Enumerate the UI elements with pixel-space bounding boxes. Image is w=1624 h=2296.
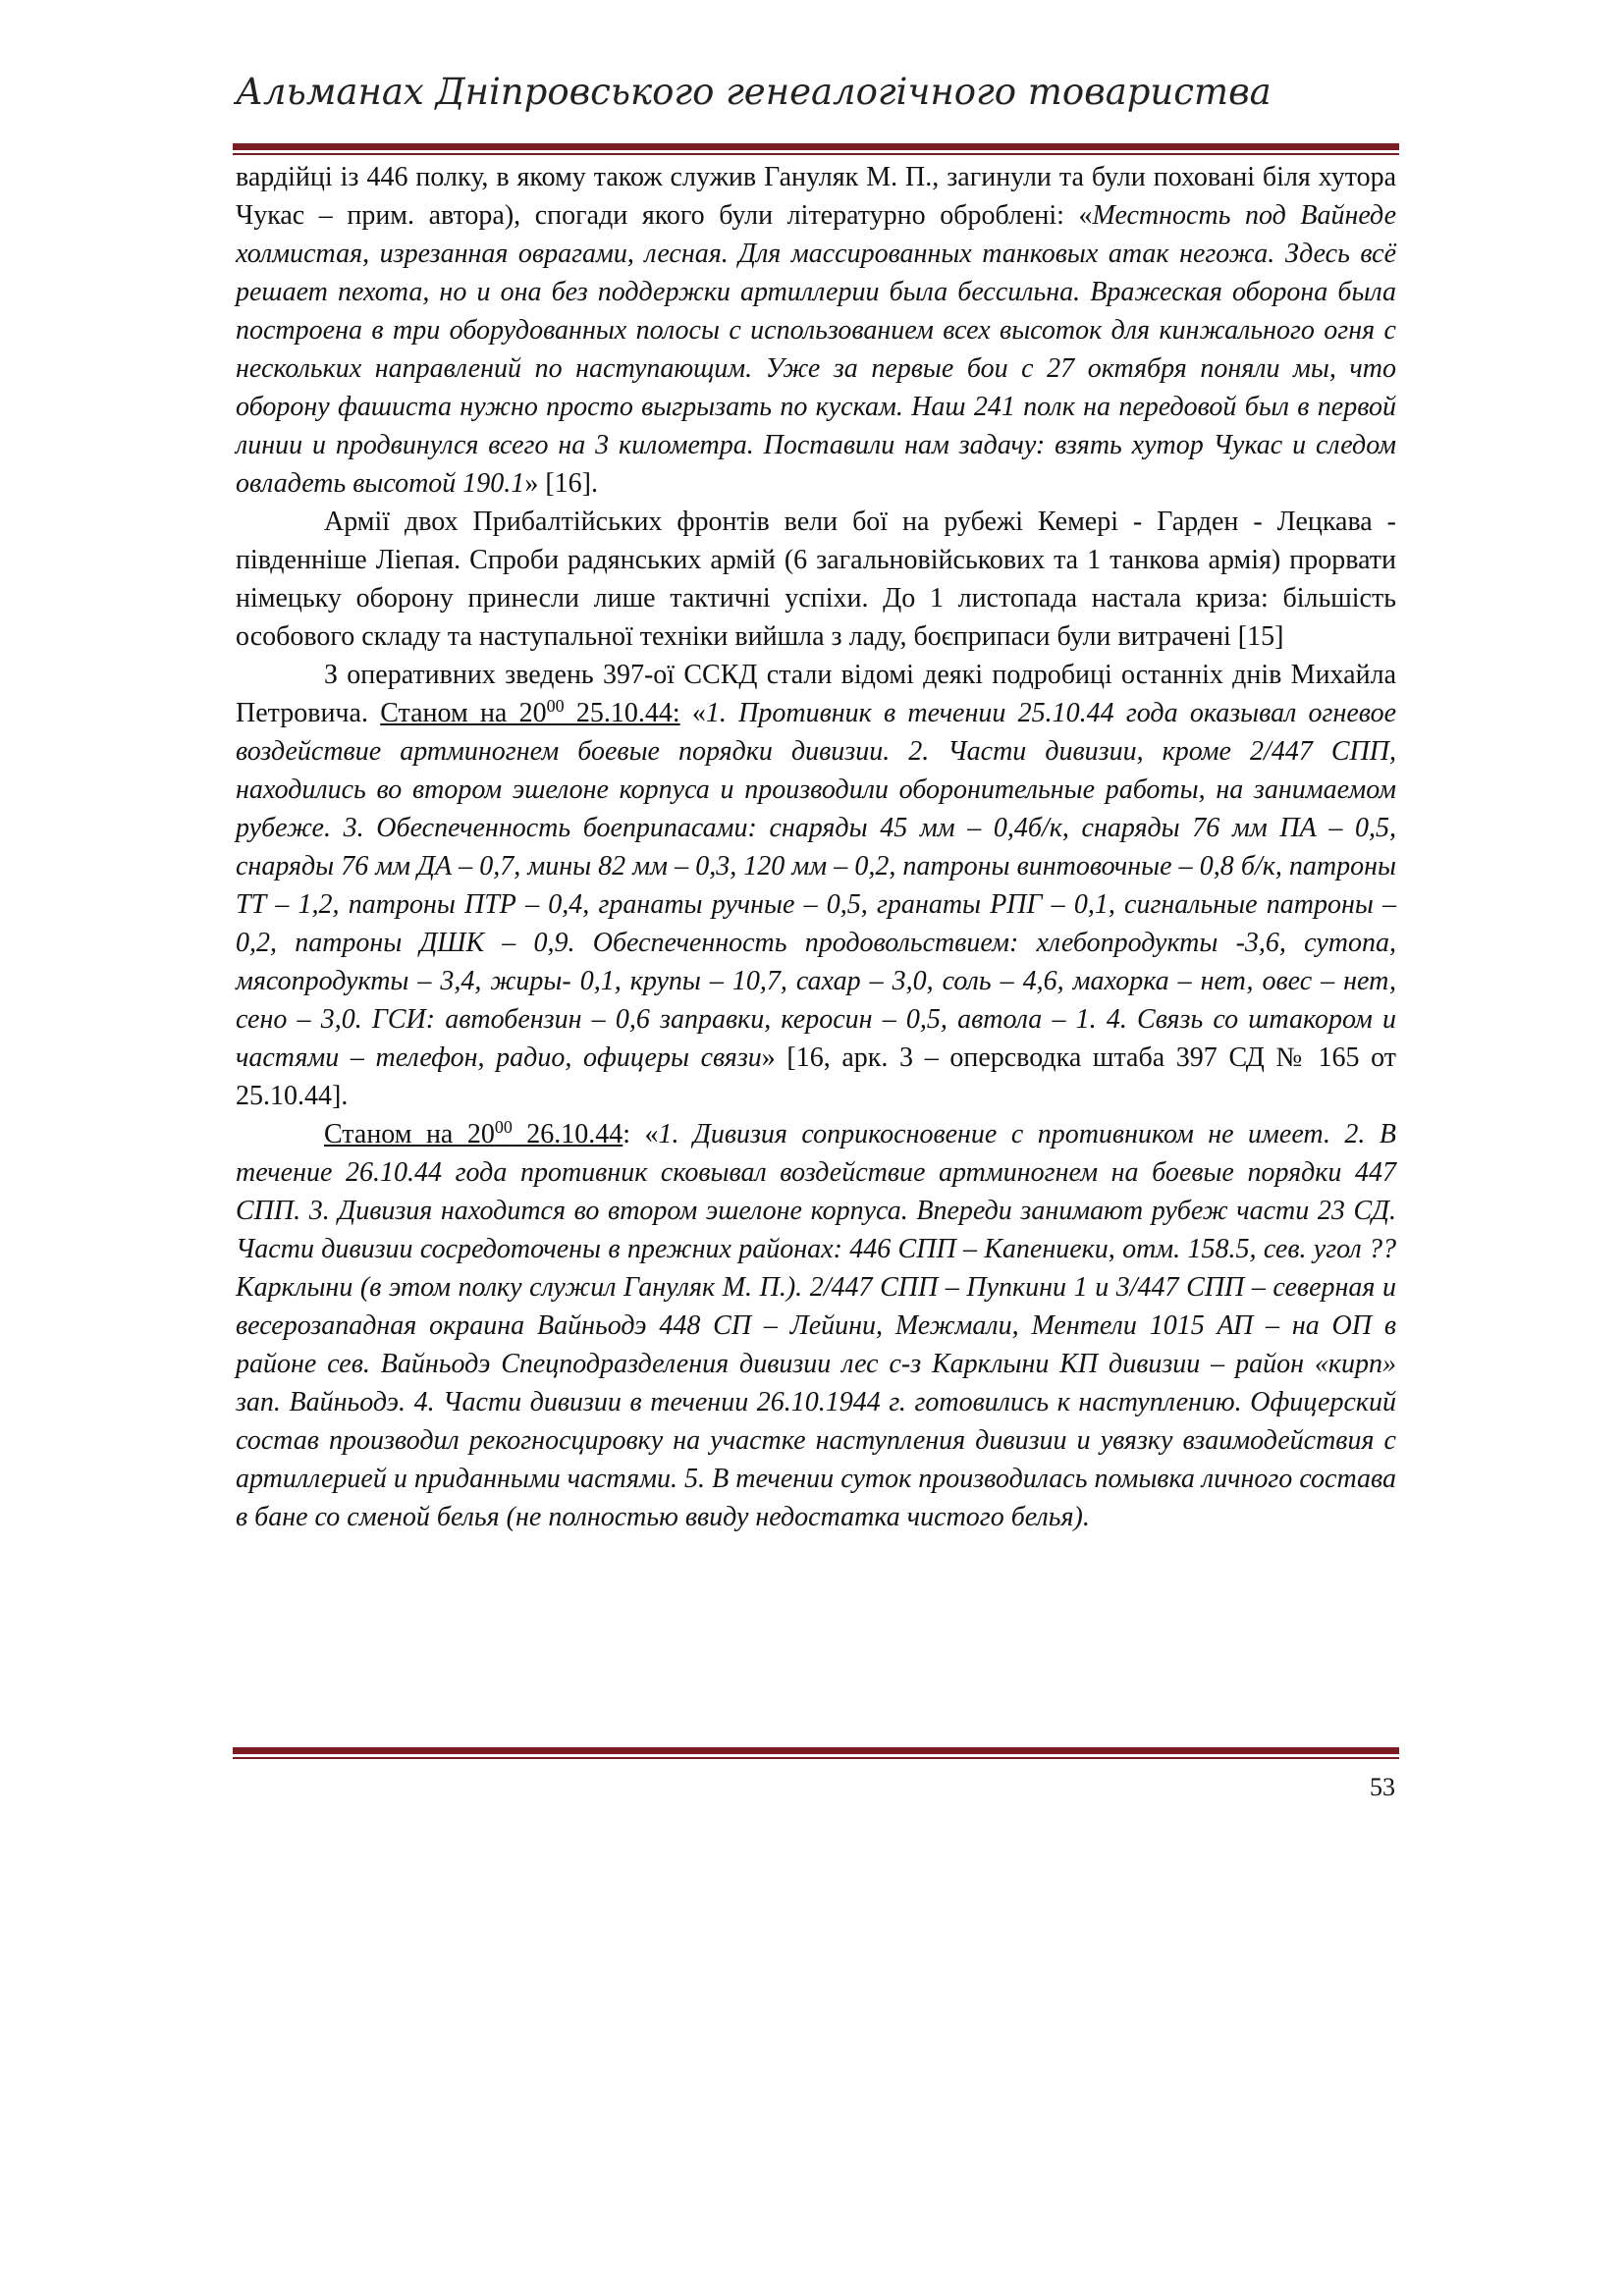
paragraph-4 xyxy=(236,1115,1396,1536)
report-date-label-2-sup: 00 xyxy=(494,1117,513,1137)
report-date-label-2-date: 26.10.44 xyxy=(512,1119,623,1149)
paragraph-1-text: вардійці із 446 полку, в якому також служив Гануляк М. П., загинули та були поховані біля хутора Чукас – прим. автора), спогади якого були літературно оброблені: « xyxy=(236,162,1396,231)
paragraph-2 xyxy=(236,503,1396,656)
paragraph-3 xyxy=(236,656,1396,1115)
paragraph-4-quote: 1. Дивизия соприкосновение с противником не имеет. 2. В течение 26.10.44 года противник сковывал воздействие артминогнем на боевые порядки 447 СПП. 3. Дивизия находится во втором эшелоне корпуса. Впереди занимают рубеж части 23 СД. Части дивизии сосредоточены в прежних районах: 446 СПП – Капениеки, отм. 158.5, сев. угол ?? Карклыни (в этом полку служил Гануляк М. П.). 2/447 СПП – Пупкини 1 и 3/447 СПП – северная и весерозападная окраина Вайньодэ 448 СП – Лейини, Межмали, Ментели 1015 АП – на ОП в районе сев. Вайньодэ Спецподразделения дивизии лес с-з Карклыни КП дивизии – район «кирп» зап. Вайньодэ. 4. Части дивизии в течении 26.10.1944 г. готовились к наступлению. Офицерский состав производил рекогносцировку на участке наступления дивизии и увязку взаимодействия с артиллерией и приданными частями. 5. В течении суток производилась помывка личного состава в бане со сменой белья (не полностью ввиду недостатка чистого белья). xyxy=(236,1119,1397,1532)
report-date-label-2-text: Станом на 20 xyxy=(324,1119,495,1149)
footer-divider xyxy=(233,1747,1399,1759)
footer-divider-thick xyxy=(233,1747,1399,1754)
paragraph-3-citation: » [16, арк. 3 – оперсводка штаба 397 СД № 165 от 25.10.44]. xyxy=(236,1042,1396,1111)
header-divider-thin xyxy=(233,153,1399,155)
running-header-title: Альманах Дніпровського генеалогічного товариства xyxy=(236,71,1272,113)
paragraph-2-text: Армії двох Прибалтійських фронтів вели бої на рубежі Кемері - Гарден - Лецкава - південніше Ліепая. Спроби радянських армій (6 загальновійськових та 1 танкова армія) прорвати німецьку оборону принесли лише тактичні успіхи. До 1 листопада настала криза: більшість особового складу та наступальної техніки вийшла з ладу, боєприпаси були витрачені [15] xyxy=(236,507,1396,652)
paragraph-3-quote: 1. Противник в течении 25.10.44 года оказывал огневое воздействие артминогнем боевые порядки дивизии. 2. Части дивизии, кроме 2/447 СПП, находились во втором эшелоне корпуса и производили оборонительные работы, на занимаемом рубеже. 3. Обеспеченность боеприпасами: снаряды 45 мм – 0,4б/к, снаряды 76 мм ПА – 0,5, снаряды 76 мм ДА – 0,7, мины 82 мм – 0,3, 120 мм – 0,2, патроны винтовочные – 0,8 б/к, патроны ТТ – 1,2, патроны ПТР – 0,4, гранаты ручные – 0,5, гранаты РПГ – 0,1, сигнальные патроны – 0,2, патроны ДШК – 0,9. Обеспеченность продовольствием: хлебопродукты -3,6, сутопа, мясопродукты – 3,4, жиры- 0,1, крупы – 10,7, сахар – 3,0, соль – 4,6, махорка – нет, овес – нет, сено – 3,0. ГСИ: автобензин – 0,6 заправки, керосин – 0,5, автола – 1. 4. Связь со штакором и частями – телефон, радио, офицеры связи xyxy=(236,698,1397,1073)
paragraph-3-text: З оперативних зведень 397-ої ССКД стали відомі деякі подробиці останніх днів Михайла Петровича. xyxy=(236,660,1396,728)
report-date-label-1 xyxy=(380,698,679,728)
header-divider-thick xyxy=(233,143,1399,150)
paragraph-4-open-quote: : « xyxy=(623,1119,659,1149)
header-divider xyxy=(233,143,1399,155)
page-number: 53 xyxy=(1370,1773,1395,1801)
report-date-label-2 xyxy=(324,1119,623,1149)
report-date-label-1-date: 25.10.44: xyxy=(564,698,680,728)
paragraph-1-quote: Местность под Вайнеде холмистая, изрезанная оврагами, лесная. Для массированных танковых атак негожа. Здесь всё решает пехота, но и она без поддержки артиллерии была бессильна. Вражеская оборона была построена в три оборудованных полосы с использованием всех высоток для кинжального огня с нескольких направлений по наступающим. Уже за первые бои с 27 октября поняли мы, что оборону фашиста нужно просто выгрызать по кускам. Наш 241 полк на передовой был в первой линии и продвинулся всего на 3 километра. Поставили нам задачу: взять хутор Чукас и следом овладеть высотой 190.1 xyxy=(236,200,1396,499)
paragraph-1-citation: » [16]. xyxy=(524,468,598,499)
footer-divider-thin xyxy=(233,1757,1399,1759)
report-date-label-1-sup: 00 xyxy=(546,696,565,716)
paragraph-3-open-quote: « xyxy=(679,698,706,728)
paragraph-1 xyxy=(236,158,1396,503)
report-date-label-1-text: Станом на 20 xyxy=(380,698,547,728)
body-text xyxy=(236,158,1396,1536)
